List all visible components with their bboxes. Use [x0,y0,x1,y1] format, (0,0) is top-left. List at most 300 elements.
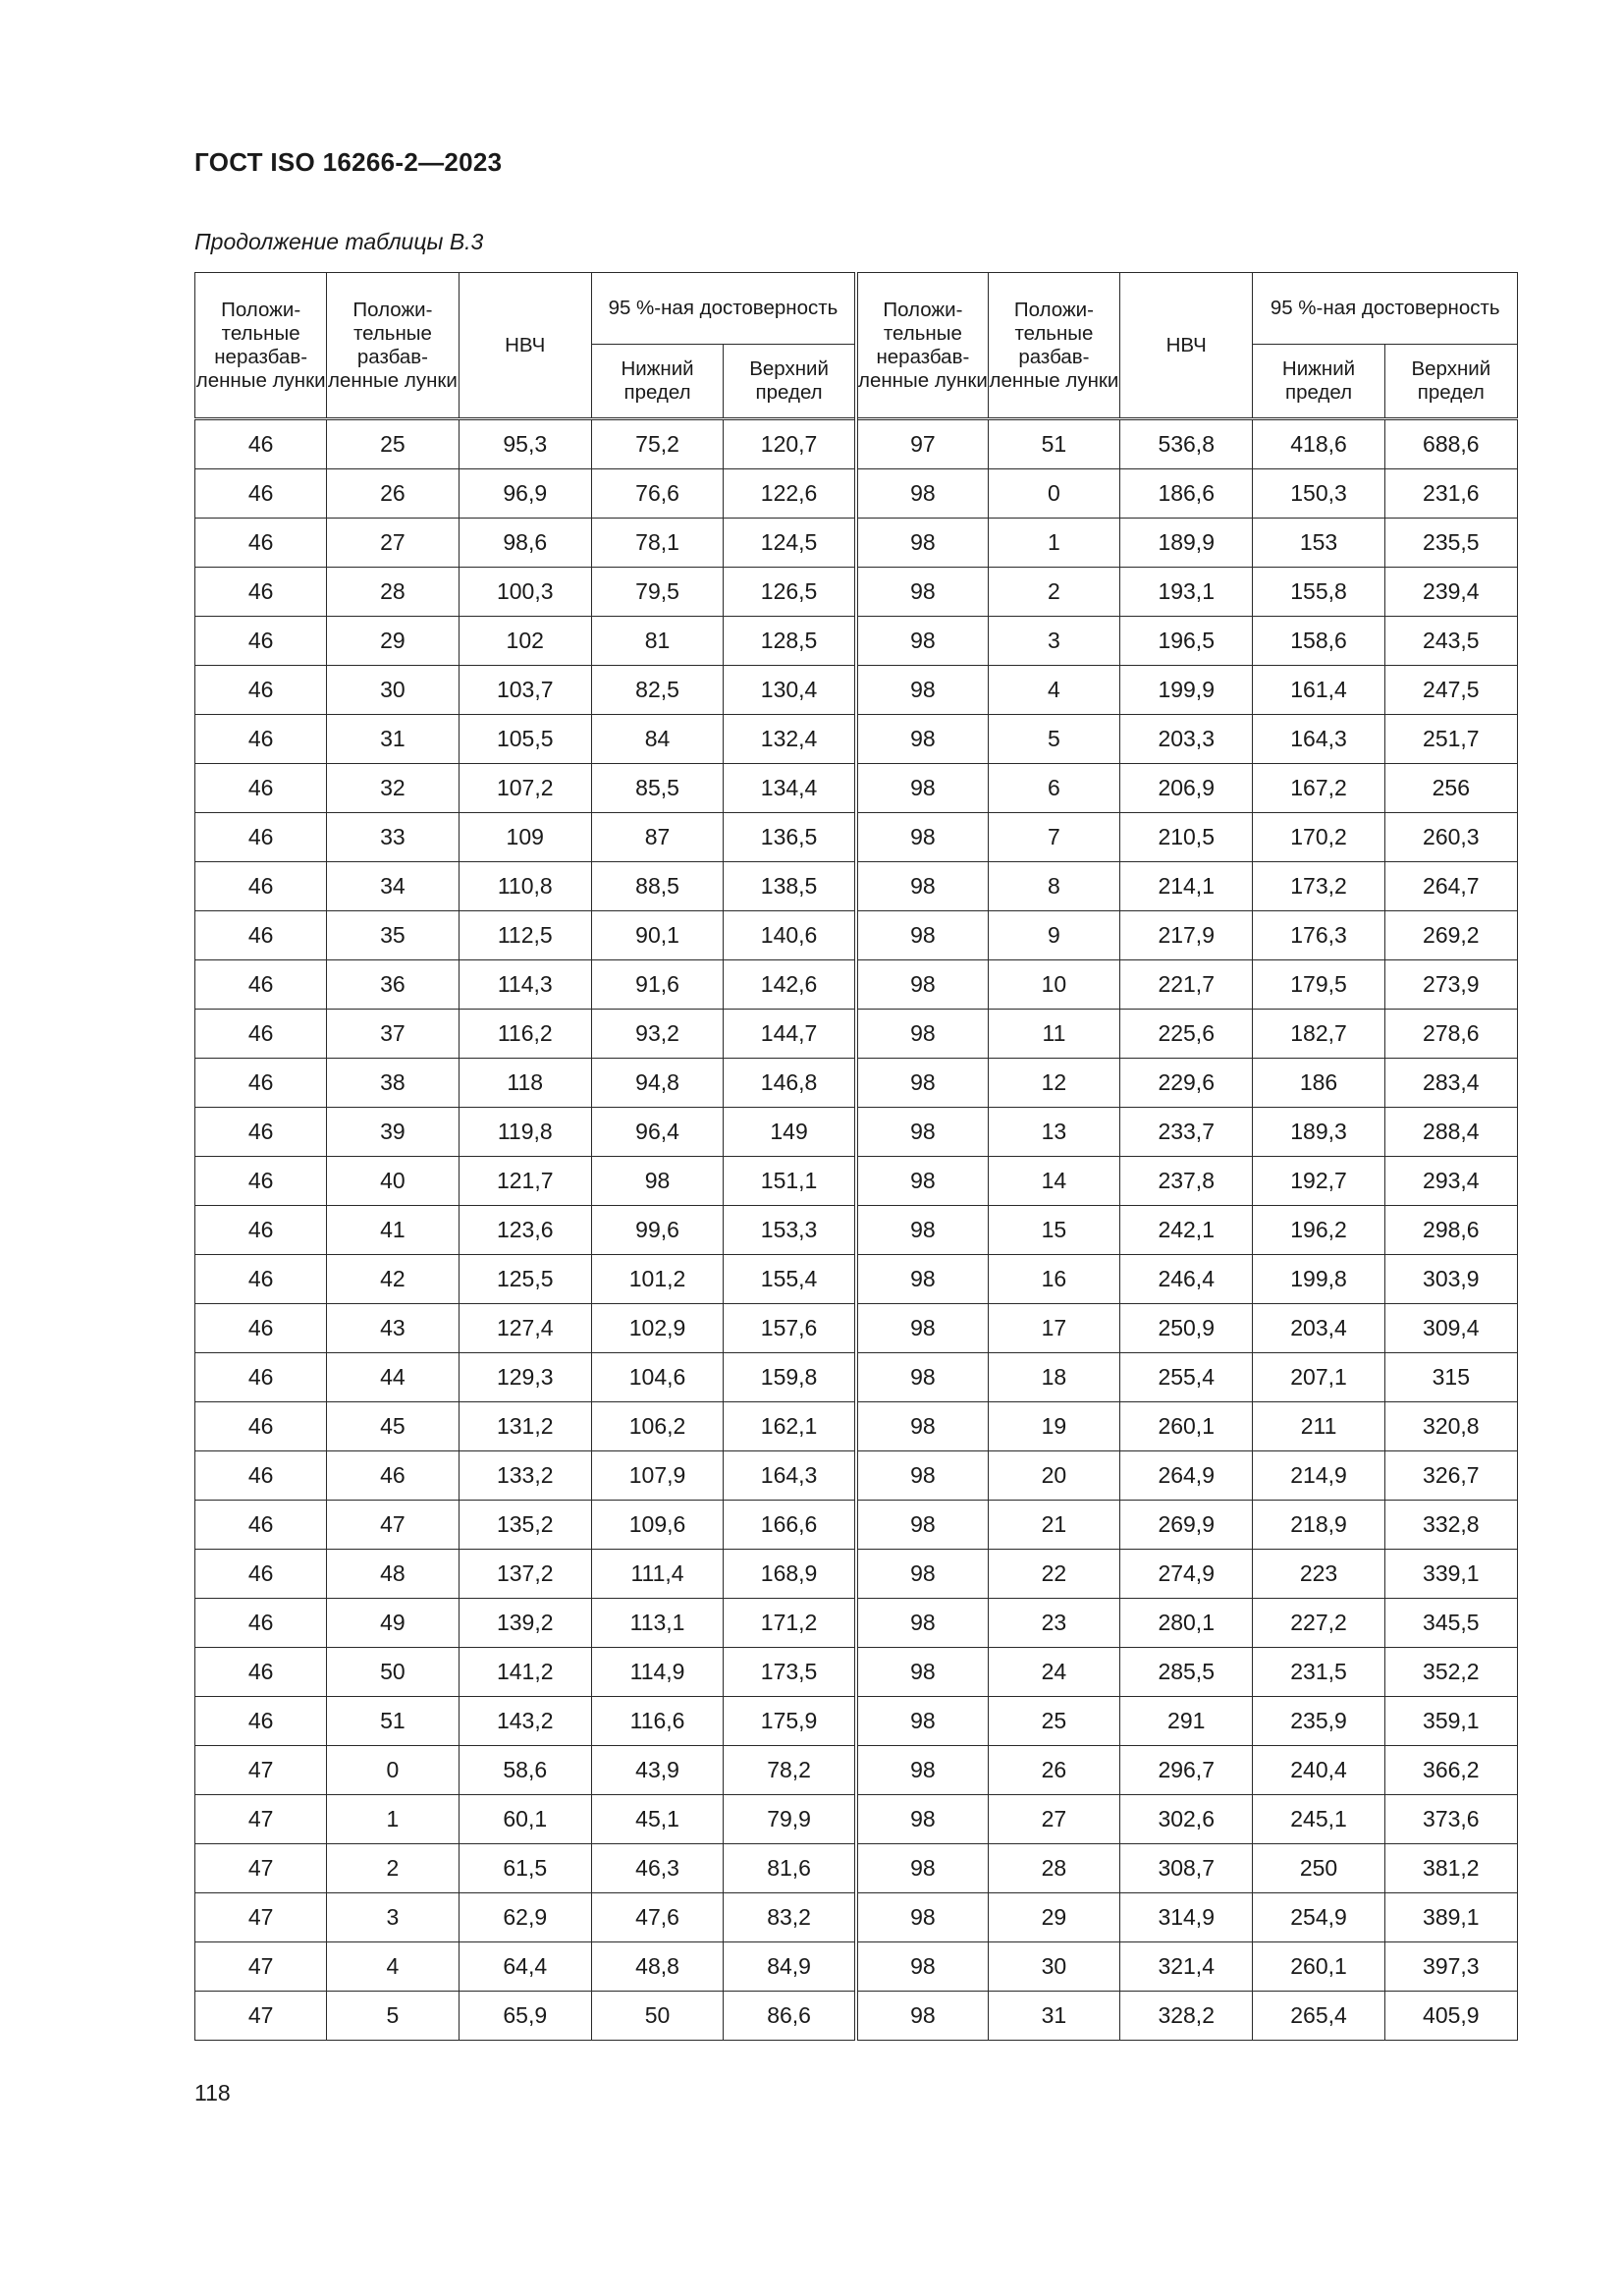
table-cell: 38 [327,1059,459,1108]
table-cell: 98 [856,1059,988,1108]
table-row [195,1599,1518,1648]
table-cell: 107,9 [591,1451,723,1501]
table-cell: 44 [327,1353,459,1402]
table-cell: 36 [327,960,459,1010]
header-lower: Нижний предел [591,345,723,419]
table-row [195,1992,1518,2041]
table-cell: 98 [591,1157,723,1206]
table-cell: 25 [327,419,459,469]
table-cell: 158,6 [1253,617,1384,666]
table-cell: 119,8 [459,1108,591,1157]
table-cell: 129,3 [459,1353,591,1402]
table-cell: 58,6 [459,1746,591,1795]
table-cell: 98 [856,1206,988,1255]
table-cell: 193,1 [1120,568,1253,617]
table-cell: 242,1 [1120,1206,1253,1255]
table-row [195,1550,1518,1599]
table-cell: 250 [1253,1844,1384,1893]
table-cell: 15 [988,1206,1119,1255]
header-confidence-2: 95 %-ная достоверность [1253,273,1518,345]
table-row [195,862,1518,911]
table-cell: 225,6 [1120,1010,1253,1059]
table-cell: 98 [856,1304,988,1353]
table-cell: 96,9 [459,469,591,519]
table-cell: 46 [195,666,327,715]
table-cell: 296,7 [1120,1746,1253,1795]
table-cell: 199,8 [1253,1255,1384,1304]
table-cell: 51 [327,1697,459,1746]
table-cell: 157,6 [724,1304,856,1353]
table-cell: 116,2 [459,1010,591,1059]
table-cell: 83,2 [724,1893,856,1942]
table-cell: 3 [988,617,1119,666]
table-cell: 60,1 [459,1795,591,1844]
table-cell: 41 [327,1206,459,1255]
table-cell: 4 [327,1942,459,1992]
table-cell: 278,6 [1384,1010,1517,1059]
table-cell: 46 [195,1648,327,1697]
table-cell: 46 [195,1451,327,1501]
table-cell: 265,4 [1253,1992,1384,2041]
table-cell: 94,8 [591,1059,723,1108]
table-cell: 121,7 [459,1157,591,1206]
table-cell: 255,4 [1120,1353,1253,1402]
table-cell: 155,4 [724,1255,856,1304]
table-cell: 46 [195,1108,327,1157]
table-cell: 79,5 [591,568,723,617]
table-cell: 27 [988,1795,1119,1844]
header-positive-undiluted: Положи-тельные неразбав-ленные лунки [195,273,327,419]
table-cell: 269,9 [1120,1501,1253,1550]
table-cell: 352,2 [1384,1648,1517,1697]
table-cell: 48,8 [591,1942,723,1992]
table-cell: 4 [988,666,1119,715]
table-row [195,1942,1518,1992]
table-cell: 291 [1120,1697,1253,1746]
table-cell: 151,1 [724,1157,856,1206]
table-cell: 243,5 [1384,617,1517,666]
table-cell: 6 [988,764,1119,813]
table-cell: 85,5 [591,764,723,813]
table-cell: 111,4 [591,1550,723,1599]
table-cell: 260,3 [1384,813,1517,862]
table-cell: 321,4 [1120,1942,1253,1992]
table-cell: 46 [195,1550,327,1599]
table-cell: 81,6 [724,1844,856,1893]
table-cell: 280,1 [1120,1599,1253,1648]
table-cell: 250,9 [1120,1304,1253,1353]
table-container [194,272,1518,2041]
table-cell: 98 [856,568,988,617]
table-cell: 98 [856,911,988,960]
table-cell: 98 [856,1795,988,1844]
table-cell: 46 [195,419,327,469]
table-cell: 98 [856,1501,988,1550]
table-cell: 46 [195,1255,327,1304]
table-cell: 536,8 [1120,419,1253,469]
table-cell: 176,3 [1253,911,1384,960]
table-cell: 389,1 [1384,1893,1517,1942]
table-cell: 98 [856,1942,988,1992]
table-cell: 46 [195,960,327,1010]
table-cell: 211 [1253,1402,1384,1451]
table-cell: 9 [988,911,1119,960]
table-row [195,1844,1518,1893]
table-cell: 214,1 [1120,862,1253,911]
table-caption: Продолжение таблицы В.3 [194,229,484,254]
table-cell: 131,2 [459,1402,591,1451]
table-cell: 109,6 [591,1501,723,1550]
table-cell: 25 [988,1697,1119,1746]
table-cell: 221,7 [1120,960,1253,1010]
table-cell: 31 [327,715,459,764]
table-cell: 47 [195,1844,327,1893]
table-cell: 288,4 [1384,1108,1517,1157]
page-number: 118 [194,2080,231,2105]
table-cell: 48 [327,1550,459,1599]
table-cell: 86,6 [724,1992,856,2041]
table-row [195,1451,1518,1501]
table-cell: 98 [856,1550,988,1599]
table-cell: 173,2 [1253,862,1384,911]
table-cell: 217,9 [1120,911,1253,960]
table-row [195,1501,1518,1550]
table-row [195,1402,1518,1451]
table-cell: 29 [327,617,459,666]
table-row [195,1648,1518,1697]
table-row [195,813,1518,862]
table-cell: 8 [988,862,1119,911]
header-upper: Верхний предел [724,345,856,419]
table-cell: 46 [195,764,327,813]
table-cell: 24 [988,1648,1119,1697]
table-cell: 130,4 [724,666,856,715]
table-cell: 186,6 [1120,469,1253,519]
table-cell: 168,9 [724,1550,856,1599]
table-row [195,1697,1518,1746]
table-cell: 3 [327,1893,459,1942]
table-cell: 78,1 [591,519,723,568]
table-cell: 47 [195,1795,327,1844]
table-cell: 113,1 [591,1599,723,1648]
table-cell: 46 [195,1010,327,1059]
table-body [195,419,1518,2041]
table-cell: 107,2 [459,764,591,813]
table-cell: 171,2 [724,1599,856,1648]
header-positive-undiluted-2: Положи-тельные неразбав-ленные лунки [856,273,988,419]
table-cell: 61,5 [459,1844,591,1893]
table-cell: 102,9 [591,1304,723,1353]
table-cell: 366,2 [1384,1746,1517,1795]
table-cell: 298,6 [1384,1206,1517,1255]
table-cell: 43 [327,1304,459,1353]
table-row [195,1795,1518,1844]
table-cell: 46 [195,1697,327,1746]
table-cell: 18 [988,1353,1119,1402]
table-cell: 303,9 [1384,1255,1517,1304]
table-cell: 50 [327,1648,459,1697]
table-cell: 11 [988,1010,1119,1059]
table-cell: 34 [327,862,459,911]
table-cell: 42 [327,1255,459,1304]
table-cell: 314,9 [1120,1893,1253,1942]
table-row [195,1206,1518,1255]
table-cell: 40 [327,1157,459,1206]
table-cell: 2 [327,1844,459,1893]
table-cell: 87 [591,813,723,862]
table-cell: 328,2 [1120,1992,1253,2041]
table-cell: 39 [327,1108,459,1157]
table-cell: 373,6 [1384,1795,1517,1844]
table-row [195,764,1518,813]
table-cell: 144,7 [724,1010,856,1059]
table-cell: 237,8 [1120,1157,1253,1206]
table-cell: 309,4 [1384,1304,1517,1353]
table-cell: 135,2 [459,1501,591,1550]
table-cell: 218,9 [1253,1501,1384,1550]
table-cell: 164,3 [724,1451,856,1501]
table-cell: 16 [988,1255,1119,1304]
table-cell: 82,5 [591,666,723,715]
table-cell: 37 [327,1010,459,1059]
table-cell: 98 [856,1255,988,1304]
table-cell: 247,5 [1384,666,1517,715]
table-cell: 118 [459,1059,591,1108]
table-cell: 112,5 [459,911,591,960]
table-cell: 196,5 [1120,617,1253,666]
table-cell: 418,6 [1253,419,1384,469]
table-cell: 46 [195,1402,327,1451]
header-confidence: 95 %-ная достоверность [591,273,856,345]
table-cell: 127,4 [459,1304,591,1353]
table-cell: 45 [327,1402,459,1451]
table-cell: 47 [195,1942,327,1992]
table-cell: 159,8 [724,1353,856,1402]
table-cell: 12 [988,1059,1119,1108]
table-cell: 167,2 [1253,764,1384,813]
table-cell: 98 [856,1992,988,2041]
table-cell: 43,9 [591,1746,723,1795]
table-cell: 1 [988,519,1119,568]
table-row [195,469,1518,519]
table-cell: 139,2 [459,1599,591,1648]
table-cell: 20 [988,1451,1119,1501]
document-title: ГОСТ ISO 16266-2—2023 [194,147,503,177]
table-cell: 405,9 [1384,1992,1517,2041]
table-cell: 138,5 [724,862,856,911]
table-cell: 161,4 [1253,666,1384,715]
table-cell: 98 [856,1697,988,1746]
table-row [195,1746,1518,1795]
table-cell: 233,7 [1120,1108,1253,1157]
table-cell: 122,6 [724,469,856,519]
table-cell: 98 [856,1844,988,1893]
table-row [195,1108,1518,1157]
table-cell: 98 [856,862,988,911]
table-cell: 102 [459,617,591,666]
table-cell: 28 [327,568,459,617]
table-cell: 75,2 [591,419,723,469]
table-cell: 46 [195,519,327,568]
table-cell: 133,2 [459,1451,591,1501]
table-cell: 150,3 [1253,469,1384,519]
table-cell: 125,5 [459,1255,591,1304]
table-cell: 79,9 [724,1795,856,1844]
table-cell: 81 [591,617,723,666]
table-cell: 26 [327,469,459,519]
table-row [195,1010,1518,1059]
table-cell: 240,4 [1253,1746,1384,1795]
table-row [195,666,1518,715]
table-cell: 46 [195,1206,327,1255]
table-cell: 283,4 [1384,1059,1517,1108]
table-cell: 137,2 [459,1550,591,1599]
table-row [195,911,1518,960]
table-cell: 192,7 [1253,1157,1384,1206]
table-cell: 47,6 [591,1893,723,1942]
table-cell: 98 [856,1402,988,1451]
table-cell: 203,3 [1120,715,1253,764]
table-cell: 91,6 [591,960,723,1010]
table-cell: 95,3 [459,419,591,469]
table-cell: 397,3 [1384,1942,1517,1992]
table-cell: 274,9 [1120,1550,1253,1599]
table-cell: 46 [195,568,327,617]
table-cell: 326,7 [1384,1451,1517,1501]
table-cell: 223 [1253,1550,1384,1599]
table-cell: 23 [988,1599,1119,1648]
table-cell: 7 [988,813,1119,862]
table-cell: 100,3 [459,568,591,617]
table-cell: 179,5 [1253,960,1384,1010]
table-cell: 46 [195,1501,327,1550]
table-cell: 320,8 [1384,1402,1517,1451]
table-cell: 46 [195,1059,327,1108]
table-cell: 65,9 [459,1992,591,2041]
table-cell: 51 [988,419,1119,469]
table-cell: 264,9 [1120,1451,1253,1501]
table-cell: 46 [195,715,327,764]
table-cell: 104,6 [591,1353,723,1402]
table-cell: 88,5 [591,862,723,911]
table-row [195,1304,1518,1353]
table-cell: 199,9 [1120,666,1253,715]
table-cell: 332,8 [1384,1501,1517,1550]
table-cell: 254,9 [1253,1893,1384,1942]
table-cell: 126,5 [724,568,856,617]
table-row [195,715,1518,764]
table-cell: 28 [988,1844,1119,1893]
table-cell: 166,6 [724,1501,856,1550]
table-cell: 269,2 [1384,911,1517,960]
table-cell: 359,1 [1384,1697,1517,1746]
table-cell: 46 [195,911,327,960]
table-cell: 99,6 [591,1206,723,1255]
table-cell: 46 [195,1353,327,1402]
table-row [195,568,1518,617]
table-cell: 96,4 [591,1108,723,1157]
table-cell: 97 [856,419,988,469]
table-row [195,960,1518,1010]
table-cell: 141,2 [459,1648,591,1697]
table-cell: 315 [1384,1353,1517,1402]
table-cell: 98 [856,813,988,862]
table-cell: 142,6 [724,960,856,1010]
table-cell: 64,4 [459,1942,591,1992]
table-cell: 98 [856,469,988,519]
table-cell: 114,9 [591,1648,723,1697]
table-cell: 98 [856,1108,988,1157]
table-cell: 175,9 [724,1697,856,1746]
table-cell: 143,2 [459,1697,591,1746]
table-row [195,1059,1518,1108]
table-cell: 98 [856,764,988,813]
table-cell: 19 [988,1402,1119,1451]
header-mpn: НВЧ [459,273,591,419]
table-cell: 46 [195,813,327,862]
table-cell: 206,9 [1120,764,1253,813]
table-row [195,1255,1518,1304]
table-cell: 308,7 [1120,1844,1253,1893]
table-cell: 239,4 [1384,568,1517,617]
table-cell: 93,2 [591,1010,723,1059]
table-cell: 155,8 [1253,568,1384,617]
table-cell: 46 [195,1157,327,1206]
table-cell: 235,9 [1253,1697,1384,1746]
table-cell: 231,6 [1384,469,1517,519]
table-cell: 47 [327,1501,459,1550]
table-cell: 47 [195,1746,327,1795]
table-cell: 31 [988,1992,1119,2041]
table-cell: 285,5 [1120,1648,1253,1697]
table-cell: 245,1 [1253,1795,1384,1844]
table-cell: 123,6 [459,1206,591,1255]
table-cell: 170,2 [1253,813,1384,862]
table-cell: 84,9 [724,1942,856,1992]
table-cell: 186 [1253,1059,1384,1108]
table-cell: 46 [195,1304,327,1353]
table-cell: 30 [988,1942,1119,1992]
table-cell: 345,5 [1384,1599,1517,1648]
table-cell: 98 [856,1157,988,1206]
table-row [195,617,1518,666]
table-row [195,1353,1518,1402]
table-row [195,1157,1518,1206]
header-positive-diluted: Положи-тельные разбав-ленные лунки [327,273,459,419]
table-cell: 264,7 [1384,862,1517,911]
table-cell: 210,5 [1120,813,1253,862]
table-cell: 98 [856,617,988,666]
table-cell: 98 [856,1451,988,1501]
table-cell: 78,2 [724,1746,856,1795]
table-cell: 203,4 [1253,1304,1384,1353]
mpn-table [194,272,1518,2041]
table-cell: 90,1 [591,911,723,960]
table-cell: 246,4 [1120,1255,1253,1304]
table-cell: 1 [327,1795,459,1844]
table-cell: 189,3 [1253,1108,1384,1157]
table-cell: 120,7 [724,419,856,469]
table-cell: 688,6 [1384,419,1517,469]
header-lower-2: Нижний предел [1253,345,1384,419]
table-cell: 98 [856,519,988,568]
table-cell: 229,6 [1120,1059,1253,1108]
table-cell: 29 [988,1893,1119,1942]
table-cell: 2 [988,568,1119,617]
table-cell: 109 [459,813,591,862]
table-cell: 106,2 [591,1402,723,1451]
table-cell: 114,3 [459,960,591,1010]
